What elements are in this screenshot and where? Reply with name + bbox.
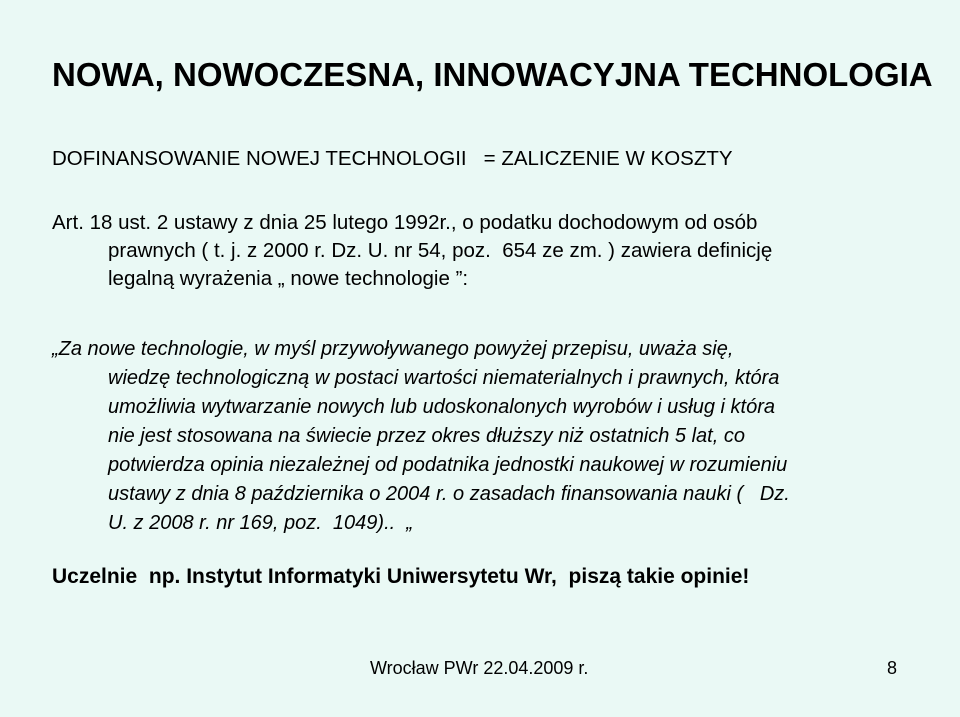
quote-line: U. z 2008 r. nr 169, poz. 1049).. „ [108,512,413,534]
page-number: 8 [887,658,898,678]
quote-line: „Za nowe technologie, w myśl przywoływanego powyżej przepisu, uważa się, [52,338,734,360]
legal-reference [52,209,772,293]
legal-reference-line: Art. 18 ust. 2 ustawy z dnia 25 lutego 1992r., o podatku dochodowym od osób [52,211,758,234]
quote-line: ustawy z dnia 8 października o 2004 r. o zasadach finansowania nauki ( Dz. [108,483,790,505]
quote-line: umożliwia wytwarzanie nowych lub udoskonalonych wyrobów i usług i która [108,396,775,418]
quote-line: nie jest stosowana na świecie przez okres dłuższy niż ostatnich 5 lat, co [108,425,745,447]
quote-line: potwierdza opinia niezależnej od podatnika jednostki naukowej w rozumieniu [108,454,788,476]
definition-quote [52,335,790,538]
legal-reference-line: legalną wyrażenia „ nowe technologie ”: [108,267,469,290]
footer-place-date: Wrocław PWr 22.04.2009 r. [370,658,589,678]
legal-reference-line: prawnych ( t. j. z 2000 r. Dz. U. nr 54, poz. 654 ze zm. ) zawiera definicję [108,239,773,262]
quote-line: wiedzę technologiczną w postaci wartości niematerialnych i prawnych, która [108,367,780,389]
conclusion-statement: Uczelnie np. Instytut Informatyki Uniwersytetu Wr, piszą takie opinie! [52,565,750,588]
slide-title: NOWA, NOWOCZESNA, INNOWACYJNA TECHNOLOGIA [52,56,933,93]
slide-subtitle: DOFINANSOWANIE NOWEJ TECHNOLOGII = ZALICZENIE W KOSZTY [52,147,733,170]
